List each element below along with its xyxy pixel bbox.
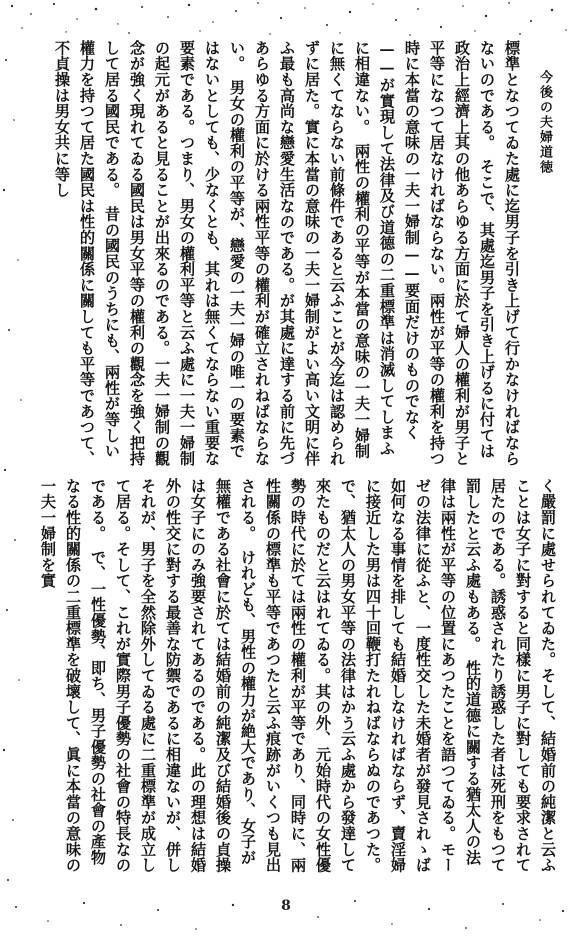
running-head: 今後の夫婦道徳 bbox=[537, 70, 552, 175]
lower-paragraph: く嚴罰に處せられてゐた。そして、結婚前の純潔と云ふことは女子に對すると同樣に男子に對しても要求されて居たのである。誘惑されたり誘惑した者は死刑をもつて罰したと云ふ處もある。 性的道德に關する猶太人の法律は兩性が平等の位置にあつたことを語つてゐる。モーゼの法律に從ふと、一度性交した未婚者が發見されゝば如何なる事情を排しても結婚しなければならず、賣淫婦に接近した男は四十回鞭打たれねばならぬのであつた。で、猶太人の男女平等の法律はかう云ふ處から發達して來たものだと云はれてゐる。其の外、元始時代の女性優勢の時代に於ては兩性の權利が平等であり、同時に、兩性關係の標準も平等であつたと云ふ痕跡がいくつも見出される。 けれども、男性の權力が絶大であり、女子が無權である社會に於ては結婚前の純潔及び結婚後の貞操は女子にのみ強要されてあるのである。此の理想は結婚外の性交に對する最善な防禦であるに相違ないが、併しそれが、男子を全然除外してゐる處に二重標準が成立して居る。そして、これが實際男子優勢の社會の特長なのである。 で、一性優勢、即ち、男子優勢の社會の產物なる性的關係の二重標準を破壞して、眞に本當の意味の一夫一婦制を實 bbox=[39, 478, 557, 873]
page-number: 8 bbox=[281, 898, 291, 914]
scan-speckle-left bbox=[0, 0, 28, 937]
lower-text-column bbox=[36, 478, 560, 878]
scan-speckle-top bbox=[0, 0, 572, 40]
upper-text-column bbox=[53, 40, 524, 472]
upper-paragraph: 標準となつてゐた處に迄男子を引き上げて行かなければならないのである。 そこで、其處迄男子を引き上げるに付ては政治上經濟上其の他あらゆる方面に於て婦人の權利が男子と平等になつて居なければならない。兩性が平等の權利を持つ時に本當の意味の一夫一婦制——要面だけのものでなく——が實現して法律及び道德の二重標準は消滅してしまふに相違ない。 兩性の權利の平等が本當の意味の一夫一婦制に無くてならない前條件であると云ふことが今迄は認められずに居た。實に本當の意味の一夫一婦制がよい高い文明に伴ふ最も高尚な戀愛生活なのである。が其處に達する前に先づあらゆる方面に於ける兩性平等の權利が確立されねばならない。 男女の權利の平等が、戀愛の一夫一婦の唯一の要素ではないとしても、少なくとも、其れは無くてならない重要な要素である。つまり、男女の權利平等と云ふ處に一夫一婦制の起元があると見ることが出來るのである。一夫一婦制の觀念が強く現れてゐる國民は男女平等の權利の觀念を強く把持して居る國民である。 昔の國民のうちにも、兩性が等しい權力を持つて居た國民は性的關係に關しても平等であつて、不貞操は男女共に等し bbox=[53, 40, 521, 467]
